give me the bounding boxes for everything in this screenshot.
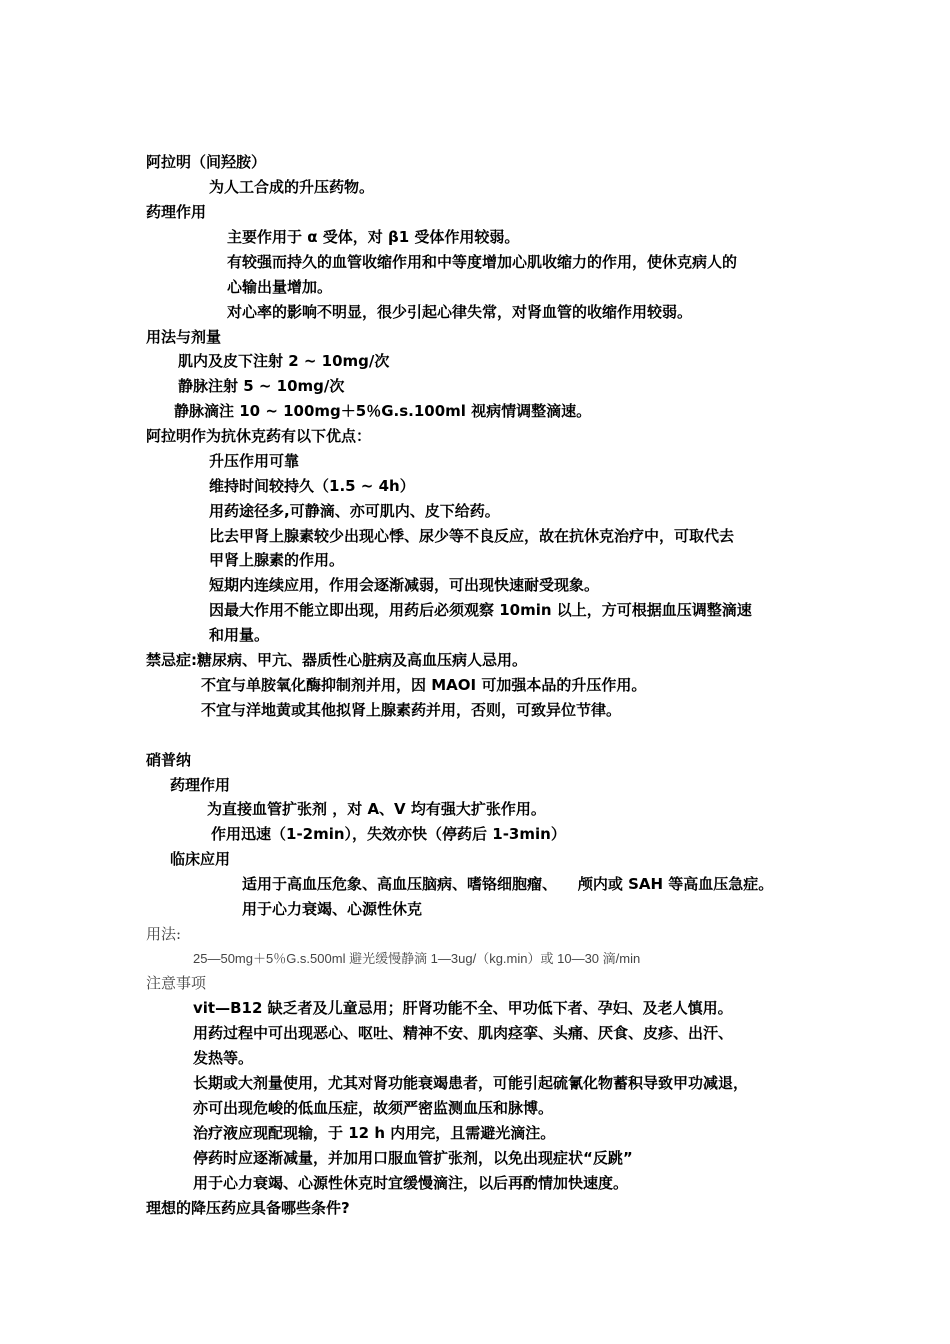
nitroprusside-usage-line: 25—50mg＋5％G.s.500ml 避光缓慢静滴 1—3ug/（kg.min）或 10—30 滴/min [193, 951, 641, 966]
aramine-advantage-line: 维持时间较持久（1.5 ~ 4h） [209, 477, 415, 495]
aramine-pharm-line: 心输出量增加。 [227, 278, 333, 296]
aramine-contra-line: 不宜与单胺氧化酶抑制剂并用，因 MAOI 可加强本品的升压作用。 [201, 676, 647, 694]
nitroprusside-clinical-line: 用于心力衰竭、心源性休克 [242, 900, 423, 918]
aramine-pharm-line: 对心率的影响不明显，很少引起心律失常，对肾血管的收缩作用较弱。 [227, 303, 693, 321]
aramine-dosage-line: 肌内及皮下注射 2 ~ 10mg/次 [178, 352, 390, 370]
aramine-dosage-heading: 用法与剂量 [146, 328, 222, 346]
nitroprusside-pharm-line: 为直接血管扩张剂 ，对 A、V 均有强大扩张作用。 [207, 800, 546, 818]
aramine-intro: 为人工合成的升压药物。 [209, 178, 375, 196]
nitroprusside-note-line: 用于心力衰竭、心源性休克时宜缓慢滴注，以后再酌情加快速度。 [193, 1174, 629, 1192]
aramine-pharm-line: 有较强而持久的血管收缩作用和中等度增加心肌收缩力的作用，使休克病人的 [227, 253, 738, 271]
nitroprusside-note-line: 用药过程中可出现恶心、呕吐、精神不安、肌肉痉挛、头痛、厌食、皮疹、出汗、 [193, 1024, 734, 1042]
nitroprusside-notes-heading: 注意事项 [146, 974, 207, 992]
nitroprusside-note-line: 发热等。 [193, 1049, 254, 1067]
nitroprusside-clinical-heading: 临床应用 [170, 850, 231, 868]
aramine-advantage-line: 升压作用可靠 [209, 452, 300, 470]
aramine-advantage-line: 和用量。 [209, 626, 270, 644]
nitroprusside-note-line: 长期或大剂量使用，尤其对肾功能衰竭患者，可能引起硫氰化物蓄积导致甲功减退， [193, 1074, 749, 1092]
nitroprusside-note-line: 治疗液应现配现输，于 12 h 内用完，且需避光滴注。 [193, 1124, 556, 1142]
aramine-contra-line: 不宜与洋地黄或其他拟肾上腺素药并用，否则，可致异位节律。 [201, 701, 622, 719]
nitroprusside-title: 硝普纳 [146, 751, 192, 769]
aramine-advantage-line: 因最大作用不能立即出现，用药后必须观察 10min 以上，方可根据血压调整滴速 [209, 601, 752, 619]
aramine-contra-heading: 禁忌症:糖尿病、甲亢、器质性心脏病及高血压病人忌用。 [146, 651, 528, 669]
aramine-advantages-heading: 阿拉明作为抗休克药有以下优点： [146, 427, 372, 445]
aramine-pharm-line: 主要作用于 α 受体，对 β1 受体作用较弱。 [227, 228, 520, 246]
aramine-advantage-line: 用药途径多,可静滴、亦可肌内、皮下给药。 [209, 502, 500, 520]
nitroprusside-pharm-line: 作用迅速（1-2min），失效亦快（停药后 1-3min） [211, 825, 566, 843]
nitroprusside-clinical-line: 适用于高血压危象、高血压脑病、嗜铬细胞瘤、 颅内或 SAH 等高血压急症。 [242, 875, 774, 893]
aramine-title: 阿拉明（间羟胺） [146, 153, 267, 171]
nitroprusside-note-line: vit—B12 缺乏者及儿童忌用；肝肾功能不全、甲功低下者、孕妇、及老人慎用。 [193, 999, 733, 1017]
aramine-advantage-line: 比去甲肾上腺素较少出现心悸、尿少等不良反应，故在抗休克治疗中，可取代去 [209, 527, 735, 545]
aramine-pharm-heading: 药理作用 [146, 203, 207, 221]
closing-question: 理想的降压药应具备哪些条件? [146, 1199, 350, 1217]
aramine-advantage-line: 甲肾上腺素的作用。 [209, 551, 345, 569]
nitroprusside-note-line: 亦可出现危峻的低血压症，故须严密监测血压和脉博。 [193, 1099, 554, 1117]
aramine-dosage-line: 静脉注射 5 ~ 10mg/次 [178, 377, 345, 395]
nitroprusside-usage-heading: 用法: [146, 925, 182, 943]
aramine-dosage-line: 静脉滴注 10 ~ 100mg＋5％G.s.100ml 视病情调整滴速。 [174, 402, 592, 420]
aramine-advantage-line: 短期内连续应用，作用会逐渐减弱，可出现快速耐受现象。 [209, 576, 600, 594]
nitroprusside-pharm-heading: 药理作用 [170, 776, 231, 794]
nitroprusside-note-line: 停药时应逐渐减量，并加用口服血管扩张剂，以免出现症状“反跳” [193, 1149, 633, 1167]
